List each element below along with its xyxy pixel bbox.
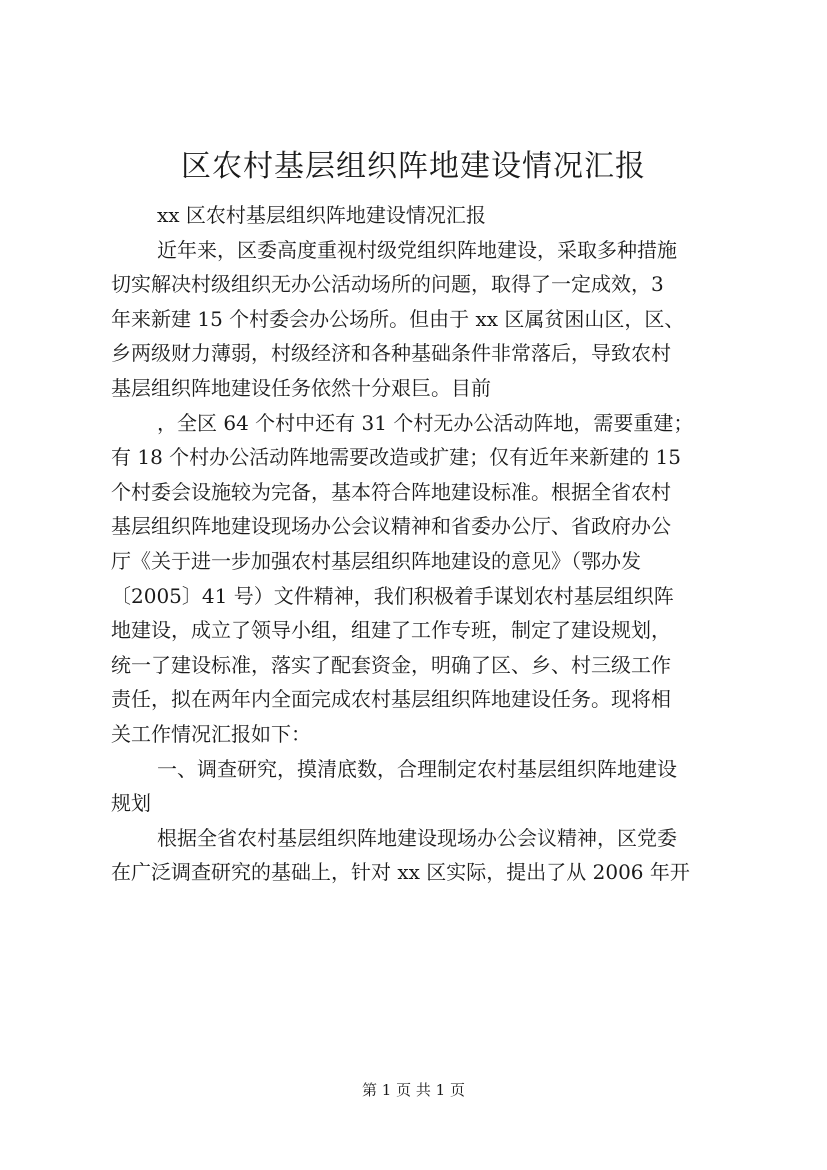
paragraph-line: 根据全省农村基层组织阵地建设现场办公会议精神，区党委 <box>157 825 677 850</box>
paragraph-line: 地建设，成立了领导小组，组建了工作专班，制定了建设规划， <box>111 618 671 643</box>
paragraph-line: ，全区 64 个村中还有 31 个村无办公活动阵地，需要重建； <box>157 410 694 435</box>
paragraph-line: 近年来，区委高度重视村级党组织阵地建设，采取多种措施 <box>157 237 677 262</box>
paragraph-line: 基层组织阵地建设任务依然十分艰巨。目前 <box>111 375 491 400</box>
paragraph-line: 〔2005〕41 号）文件精神，我们积极着手谋划农村基层组织阵 <box>111 583 674 608</box>
section-heading-line: 一、调查研究，摸清底数，合理制定农村基层组织阵地建设 <box>157 756 677 781</box>
paragraph-line: 年来新建 15 个村委会办公场所。但由于 xx 区属贫困山区，区、 <box>111 306 685 331</box>
paragraph-line: 关工作情况汇报如下： <box>111 721 311 746</box>
paragraph-line: 切实解决村级组织无办公活动场所的问题，取得了一定成效，3 <box>111 272 664 297</box>
paragraph-line: 有 18 个村办公活动阵地需要改造或扩建；仅有近年来新建的 15 <box>111 445 681 470</box>
page-footer: 第 1 页 共 1 页 <box>362 1081 465 1099</box>
paragraph-line: 在广泛调查研究的基础上，针对 xx 区实际，提出了从 2006 年开 <box>111 860 690 885</box>
document-title: 区农村基层组织阵地建设情况汇报 <box>181 149 646 184</box>
paragraph-line: 乡两级财力薄弱，村级经济和各种基础条件非常落后，导致农村 <box>111 341 671 366</box>
subtitle-line: xx 区农村基层组织阵地建设情况汇报 <box>157 203 486 227</box>
paragraph-line: 个村委会设施较为完备，基本符合阵地建设标准。根据全省农村 <box>111 479 671 504</box>
paragraph-line: 基层组织阵地建设现场办公会议精神和省委办公厅、省政府办公 <box>111 514 671 539</box>
section-heading-line: 规划 <box>111 791 151 816</box>
paragraph-line: 厅《关于进一步加强农村基层组织阵地建设的意见》（鄂办发 <box>111 548 641 573</box>
paragraph-line: 责任，拟在两年内全面完成农村基层组织阵地建设任务。现将相 <box>111 687 671 712</box>
paragraph-line: 统一了建设标准，落实了配套资金，明确了区、乡、村三级工作 <box>111 652 671 677</box>
document-body <box>111 198 731 890</box>
